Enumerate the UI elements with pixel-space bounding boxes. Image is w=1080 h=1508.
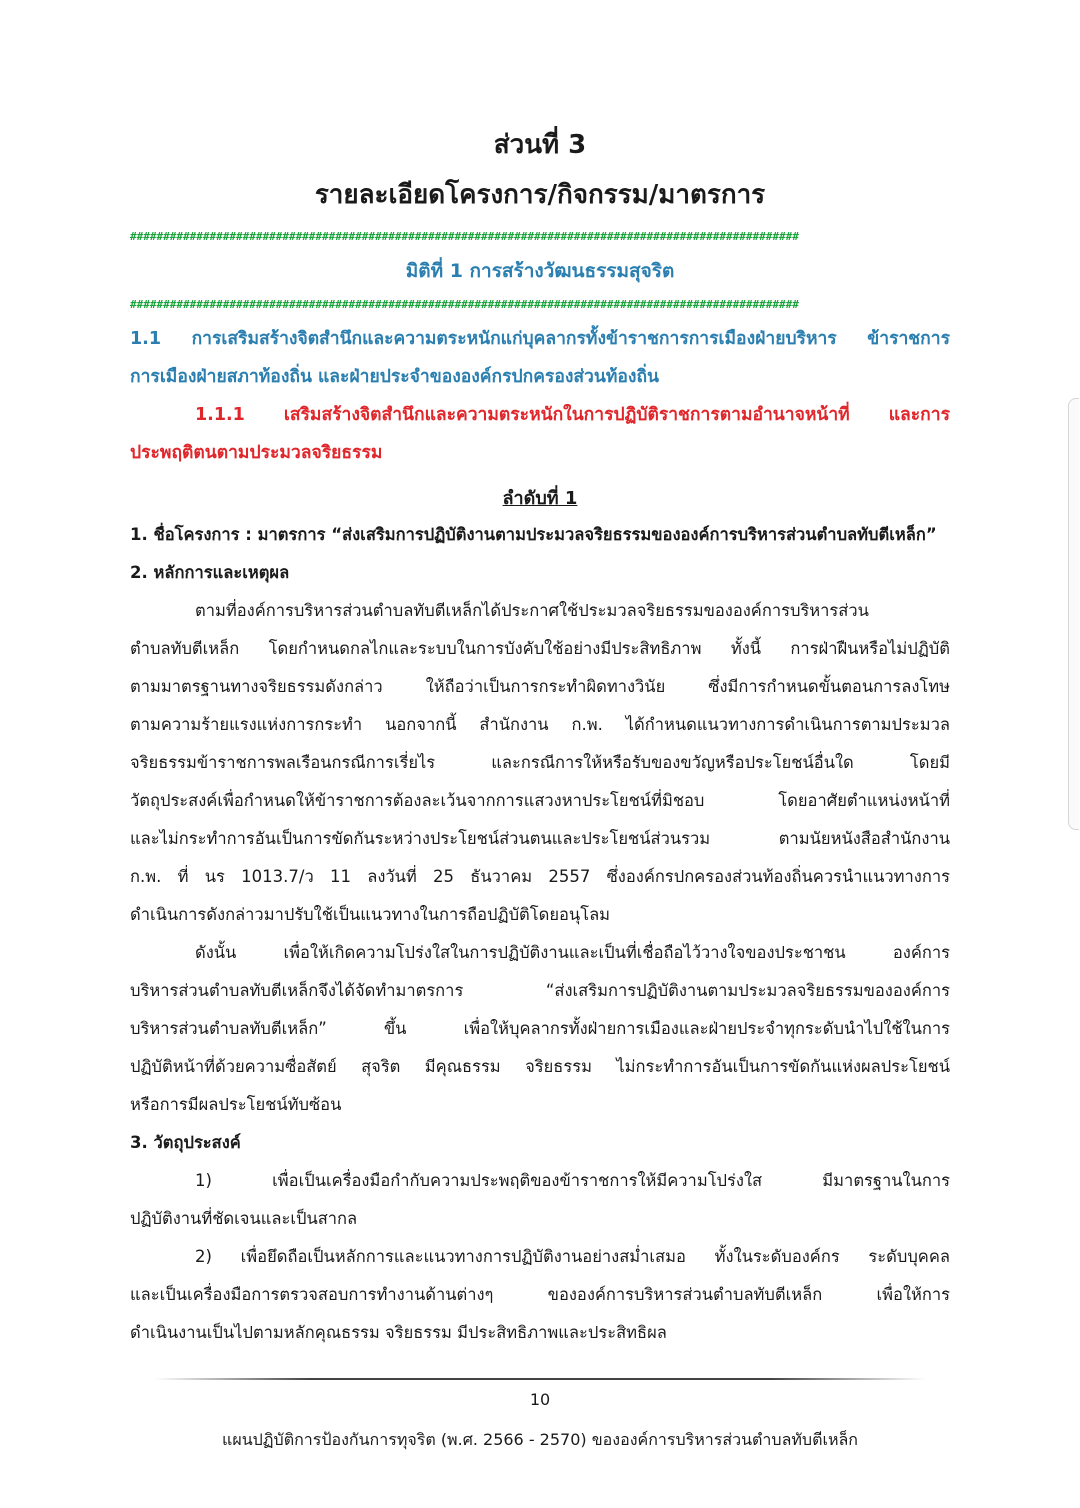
- rationale-p1-line: ตามมาตรฐานทางจริยธรรมดังกล่าว ให้ถือว่าเป็นการกระทำผิดทางวินัย ซึ่งมีการกำหนดขั้นตอนการลงโทษ: [130, 677, 950, 696]
- objective-1-line: 1) เพื่อเป็นเครื่องมือกำกับความประพฤติของข้าราชการให้มีความโปร่งใส มีมาตรฐานในการ: [195, 1171, 950, 1190]
- rationale-p2-line: หรือการมีผลประโยชน์ทับซ้อน: [130, 1095, 342, 1114]
- heading-1-1-line2: การเมืองฝ่ายสภาท้องถิ่น และฝ่ายประจำขององค์กรปกครองส่วนท้องถิ่น: [130, 367, 659, 387]
- heading-1-1-line1: 1.1 การเสริมสร้างจิตสำนึกและความตระหนักแก่บุคลากรทั้งข้าราชการการเมืองฝ่ายบริหาร ข้าราชการ: [130, 329, 950, 349]
- objectives-heading: 3. วัตถุประสงค์: [130, 1133, 241, 1152]
- heading-1-1-1-line2: ประพฤติตนตามประมวลจริยธรรม: [130, 443, 383, 463]
- rationale-p1-line: วัตถุประสงค์เพื่อกำหนดให้ข้าราชการต้องละเว้นจากการแสวงหาประโยชน์ที่มิชอบ โดยอาศัยตำแหน่งหน้าที่: [130, 791, 950, 810]
- page-number: 10: [529, 1390, 551, 1409]
- footer-divider: [155, 1378, 925, 1380]
- rationale-p1-line: ตำบลทับตีเหล็ก โดยกำหนดกลไกและระบบในการบังคับใช้อย่างมีประสิทธิภาพ ทั้งนี้ การฝ่าฝืนหรือไม่ปฏิบัติ: [130, 639, 950, 658]
- order-label: ลำดับที่ 1: [502, 488, 578, 509]
- rationale-p1-line: ดำเนินการดังกล่าวมาปรับใช้เป็นแนวทางในการถือปฏิบัติโดยอนุโลม: [130, 905, 611, 924]
- project-name: 1. ชื่อโครงการ : มาตรการ “ส่งเสริมการปฏิบัติงานตามประมวลจริยธรรมขององค์การบริหารส่วนตำบลทับตีเหล็ก”: [130, 525, 937, 544]
- rationale-p2-line: บริหารส่วนตำบลทับตีเหล็กจึงได้จัดทำมาตรการ “ส่งเสริมการปฏิบัติงานตามประมวลจริยธรรมขององค์การ: [130, 981, 950, 1000]
- objective-1-line: ปฏิบัติงานที่ชัดเจนและเป็นสากล: [130, 1209, 358, 1228]
- objective-2-line: ดำเนินงานเป็นไปตามหลักคุณธรรม จริยธรรม มีประสิทธิภาพและประสิทธิผล: [130, 1323, 667, 1342]
- rationale-p2-line: บริหารส่วนตำบลทับตีเหล็ก” ขึ้น เพื่อให้บุคลากรทั้งฝ่ายการเมืองและฝ่ายประจำทุกระดับนำไปใช้ในการ: [130, 1019, 950, 1038]
- objective-2-line: 2) เพื่อยึดถือเป็นหลักการและแนวทางการปฏิบัติงานอย่างสม่ำเสมอ ทั้งในระดับองค์กร ระดับบุคคล: [195, 1247, 950, 1266]
- hash-divider-bottom: #####################################################################################################: [130, 298, 799, 311]
- heading-1-1-1-line1: 1.1.1 เสริมสร้างจิตสำนึกและความตระหนักในการปฏิบัติราชการตามอำนาจหน้าที่ และการ: [195, 405, 950, 425]
- section-subtitle: รายละเอียดโครงการ/กิจกรรม/มาตรการ: [314, 180, 766, 210]
- rationale-p1-line: จริยธรรมข้าราชการพลเรือนกรณีการเรี่ยไร และกรณีการให้หรือรับของขวัญหรือประโยชน์อื่นใด โดยมี: [130, 753, 950, 772]
- section-title: ส่วนที่ 3: [493, 130, 587, 160]
- rationale-p2-line: ปฏิบัติหน้าที่ด้วยความซื่อสัตย์ สุจริต มีคุณธรรม จริยธรรม ไม่กระทำการอันเป็นการขัดกันแห่งผลประโยชน์: [130, 1057, 950, 1076]
- footer-text: แผนปฏิบัติการป้องกันการทุจริต (พ.ศ. 2566 - 2570) ขององค์การบริหารส่วนตำบลทับตีเหล็ก: [222, 1430, 858, 1449]
- rationale-p2-line: ดังนั้น เพื่อให้เกิดความโปร่งใสในการปฏิบัติงานและเป็นที่เชื่อถือไว้วางใจของประชาชน องค์การ: [195, 943, 950, 962]
- rationale-p1-line: ตามที่องค์การบริหารส่วนตำบลทับตีเหล็กได้ประกาศใช้ประมวลจริยธรรมขององค์การบริหารส่วน: [195, 601, 869, 620]
- rationale-p1-line: และไม่กระทำการอันเป็นการขัดกันระหว่างประโยชน์ส่วนตนและประโยชน์ส่วนรวม ตามนัยหนังสือสำนักงาน: [130, 829, 950, 848]
- rationale-p1-line: ก.พ. ที่ นร 1013.7/ว 11 ลงวันที่ 25 ธันวาคม 2557 ซึ่งองค์กรปกครองส่วนท้องถิ่นควรนำแนวทางการ: [130, 867, 950, 886]
- hash-divider-top: #####################################################################################################: [130, 230, 799, 243]
- rationale-p1-line: ตามความร้ายแรงแห่งการกระทำ นอกจากนี้ สำนักงาน ก.พ. ได้กำหนดแนวทางการดำเนินการตามประมวล: [130, 715, 950, 734]
- objective-2-line: และเป็นเครื่องมือการตรวจสอบการทำงานด้านต่างๆ ขององค์การบริหารส่วนตำบลทับตีเหล็ก เพื่อให้การ: [130, 1285, 950, 1304]
- dimension-title: มิติที่ 1 การสร้างวัฒนธรรมสุจริต: [405, 260, 675, 282]
- scroll-handle[interactable]: [1068, 398, 1079, 830]
- rationale-heading: 2. หลักการและเหตุผล: [130, 563, 290, 582]
